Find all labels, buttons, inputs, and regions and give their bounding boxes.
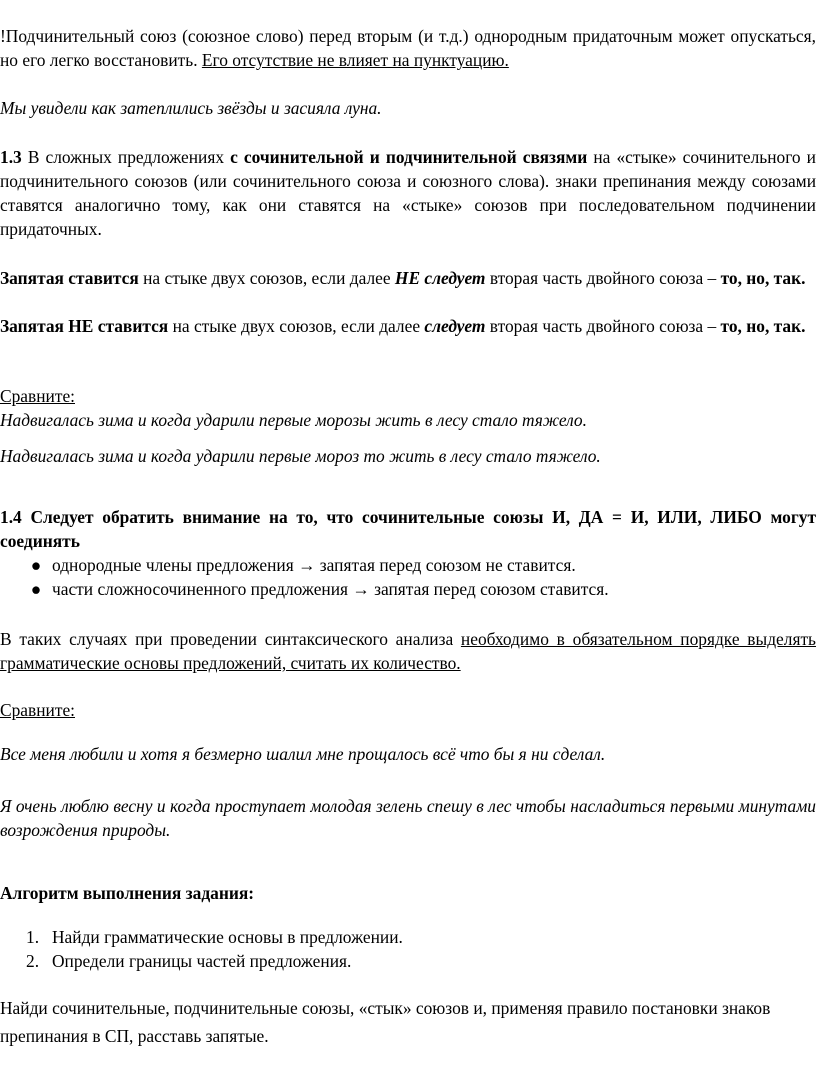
rule-text: вторая часть двойного союза – [485,316,721,336]
compare-example-2b: Я очень люблю весну и когда проступает молодая зелень спешу в лес чтобы насладиться первыми минутами возрождения природы. [0,796,816,840]
bullet-icon: ● [30,579,42,599]
rule-bold-italic: следует [424,316,486,336]
paragraph-subordinate-conjunction [0,24,816,72]
rule-bold: Запятая НЕ ставится [0,316,169,336]
compare-example-2a: Все меня любили и хотя я безмерно шалил мне прощалось всё что бы я ни сделал. [0,744,606,764]
list-item [0,925,816,949]
algorithm-heading: Алгоритм выполнения задания: [0,883,255,903]
bullet-text: части сложносочиненного предложения → запятая перед союзом ставится. [52,579,609,599]
rule-text: вторая часть двойного союза – [485,268,721,288]
rule-comma-not-placed [0,314,816,338]
step-number: 1. [26,927,40,947]
list-item [0,577,816,601]
compare-label-1: Сравните: [0,386,75,406]
paragraph-text: !Подчинительный союз (союзное слово) перед вторым (и т.д.) однородным придаточным может опускаться, но его легко восстановить. [0,26,816,70]
step-text: Определи границы частей предложения. [52,951,352,971]
rule-text: на стыке двух союзов, если далее [138,268,395,288]
paragraph-analysis-cases [0,627,816,675]
compare-example-1a: Надвигалась зима и когда ударили первые морозы жить в лесу стало тяжело. [0,410,587,430]
list-item [0,553,816,577]
rule-tail: то, но, так. [720,268,806,288]
compare-example-1b: Надвигалась зима и когда ударили первые мороз то жить в лесу стало тяжело. [0,446,601,466]
step-text: Найди грамматические основы в предложении. [52,927,403,947]
section-1-4-heading: 1.4 Следует обратить внимание на то, что сочинительные союзы И, ДА = И, ИЛИ, ЛИБО могут соединять [0,507,816,551]
paragraph-text: В таких случаях при проведении синтаксического анализа [0,629,461,649]
section-text: В сложных предложениях [21,147,231,167]
step-number: 2. [26,951,40,971]
rule-bold-italic: НЕ следует [394,268,486,288]
section-1-3 [0,145,816,241]
bullet-icon: ● [30,555,42,575]
algorithm-steps [0,925,816,973]
final-instruction: Найди сочинительные, подчинительные союзы, «стык» союзов и, применяя правило постановки знаков препинания в СП, расставь запятые. [0,998,771,1046]
example-sentence-1: Мы увидели как затеплились звёзды и засияла луна. [0,98,382,118]
rule-comma-placed [0,266,816,290]
underlined-note: необходимо в обязательном порядке выделять грамматические основы предложений, считать их количество. [0,629,816,673]
compare-label-2: Сравните: [0,700,75,720]
rule-text: на стыке двух союзов, если далее [168,316,425,336]
section-bold-phrase: с сочинительной и подчинительной связями [230,147,588,167]
underlined-note: Его отсутствие не влияет на пунктуацию. [201,50,509,70]
rule-bold: Запятая ставится [0,268,139,288]
bullet-text: однородные члены предложения → запятая перед союзом не ставится. [52,555,576,575]
section-number: 1.3 [0,147,22,167]
section-text: на «стыке» сочинительного и подчинительного союзов (или сочинительного союза и союзного слова). знаки препинания между союзами ставятся аналогично тому, как они ставятся на «стыке» союзов при последовательном подчинении придаточных. [0,147,816,239]
rule-tail: то, но, так. [720,316,806,336]
list-item [0,949,816,973]
bullet-list [0,553,816,601]
